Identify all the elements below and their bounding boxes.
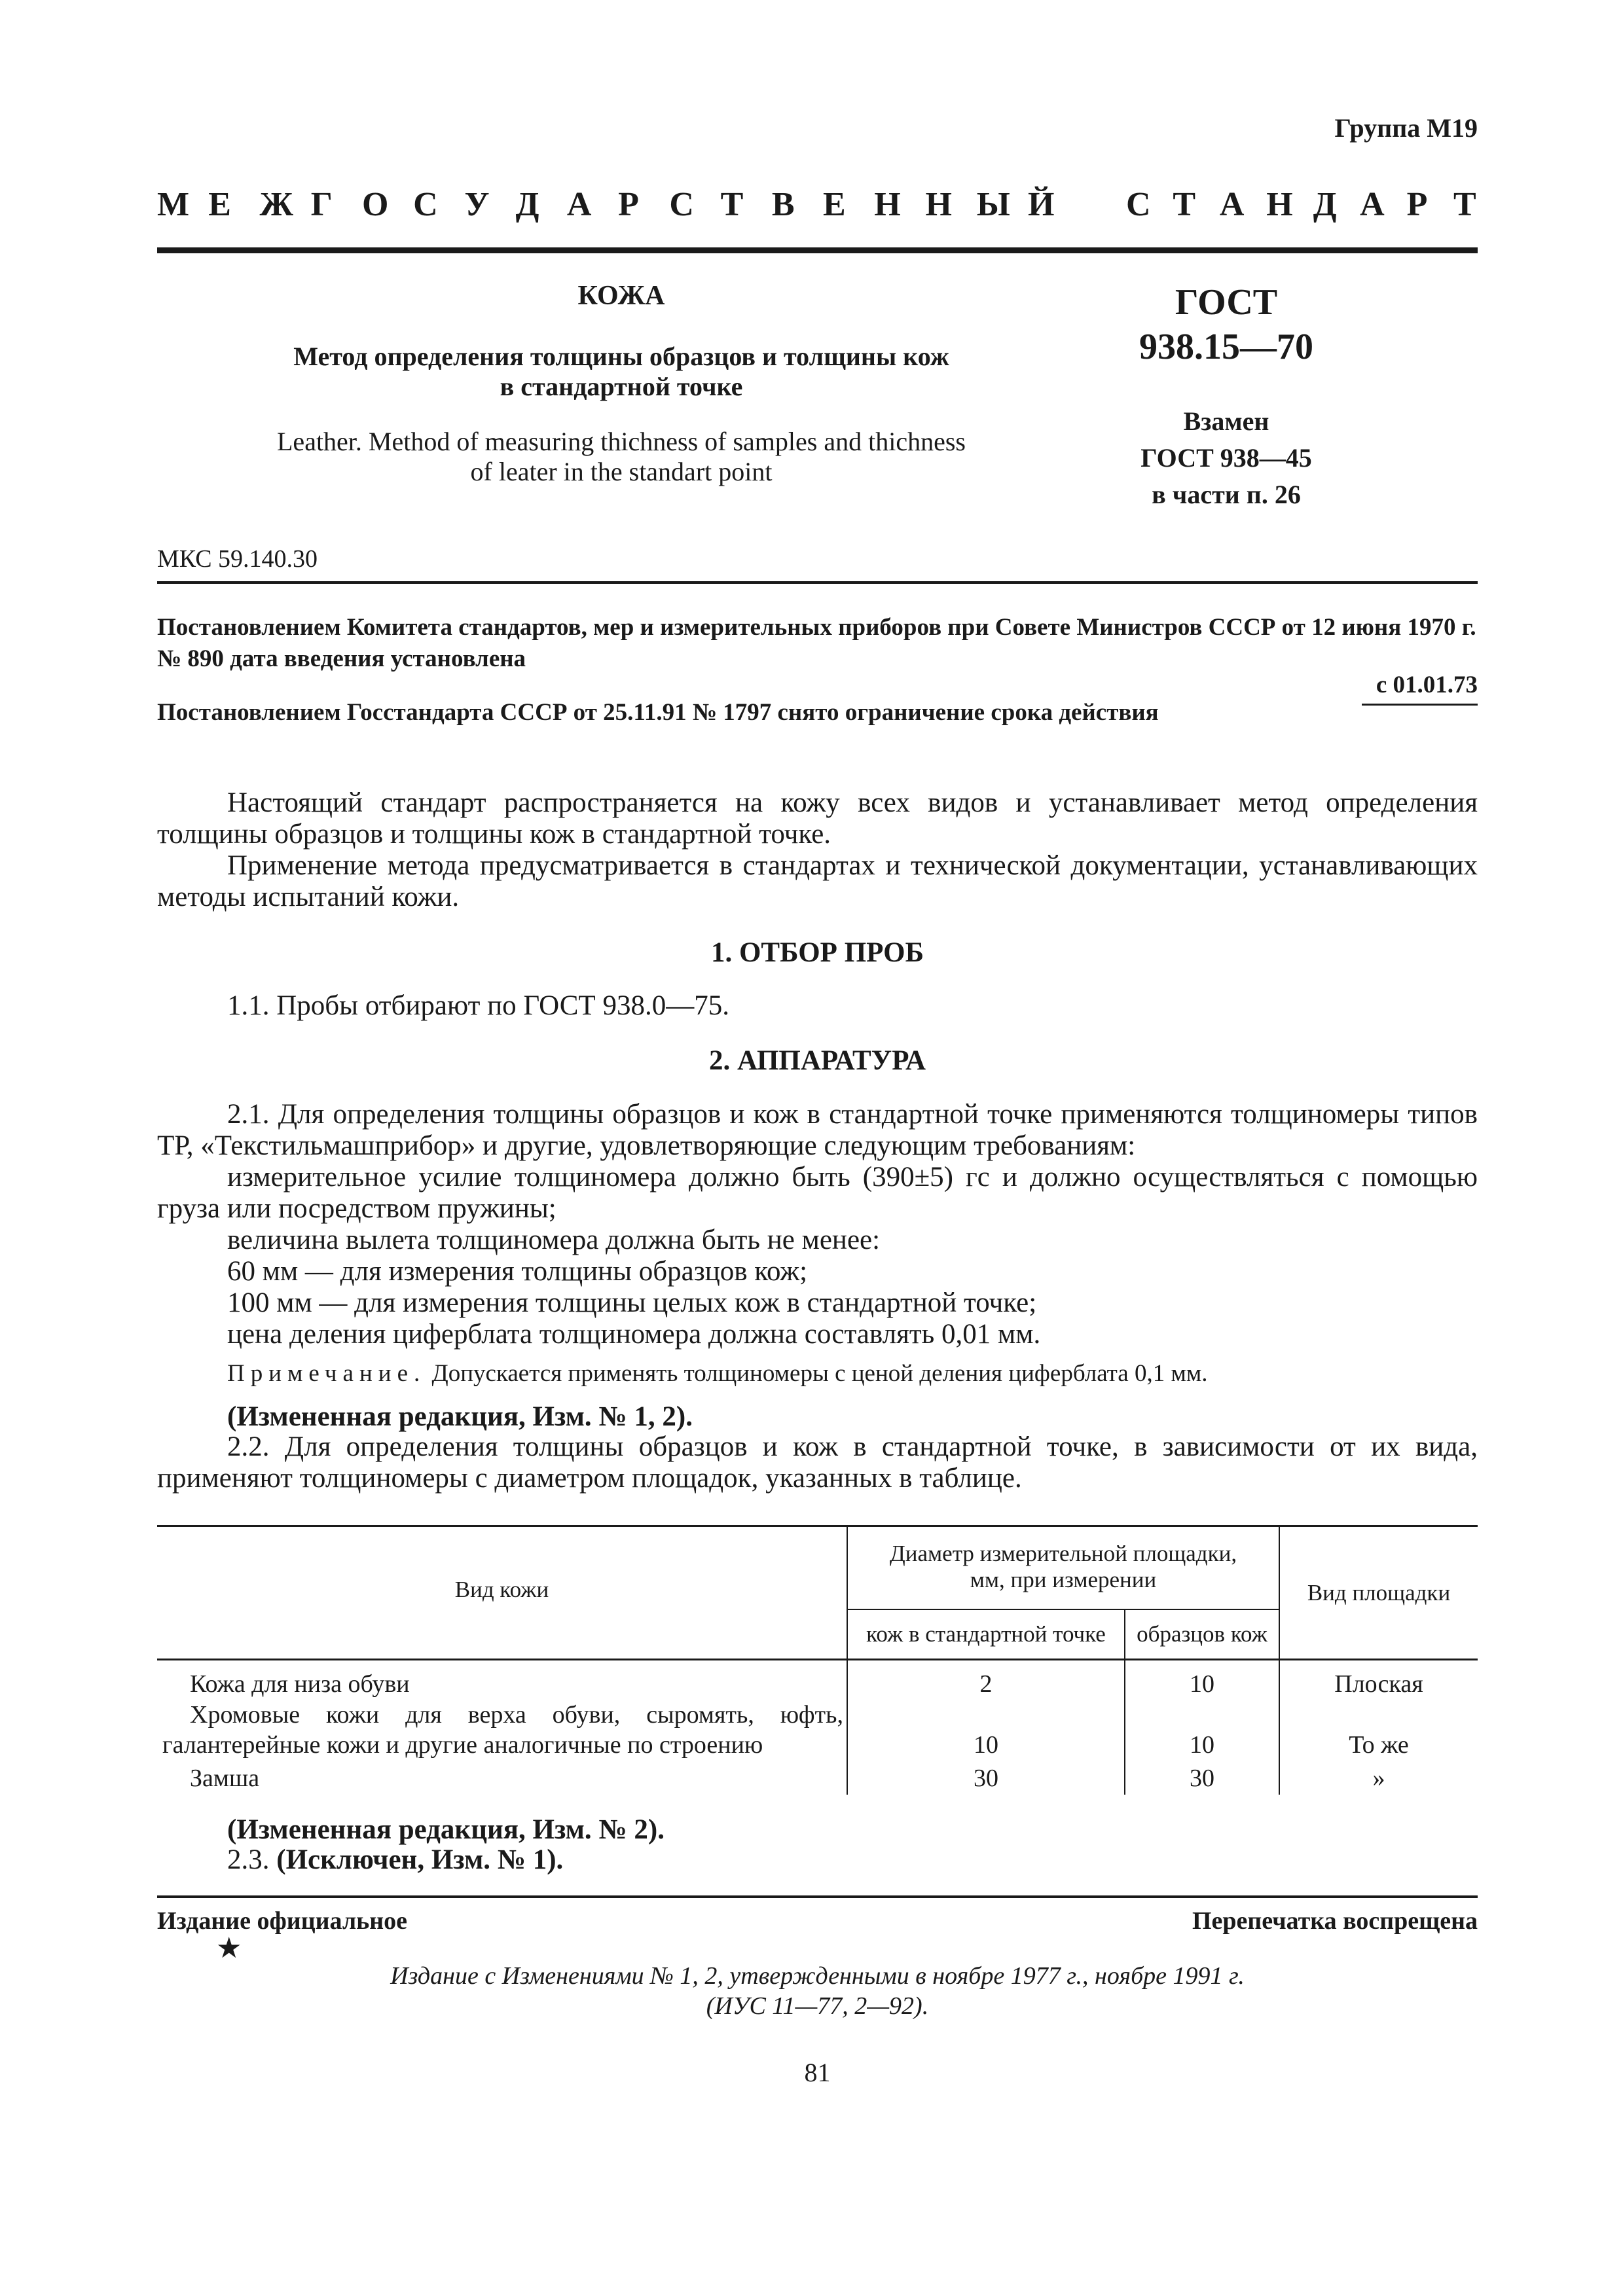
requirement-dial: цена деления циферблата толщиномера должна составлять 0,01 мм. [227,1319,1041,1350]
gost-number: 938.15—70 [1139,327,1313,367]
banner-letter: Д [1313,186,1337,223]
banner-letter: М [157,186,190,223]
banner-letter: Г [310,186,333,223]
col-header-samples: образцов кож [1137,1621,1267,1647]
banner-letter: Н [1266,186,1293,223]
group-code: Группа М19 [1334,113,1478,143]
col-header-type: Вид кожи [454,1577,549,1602]
banner-letter: Р [1406,186,1428,223]
banner-letter: О [361,186,389,223]
row-3-samples: 30 [1190,1765,1214,1792]
footer-rule [157,1895,1478,1898]
replaces-label: Взамен [1183,406,1269,436]
intro-date-underline [1362,704,1478,706]
row-2-standard-point: 10 [974,1731,998,1759]
banner-right [1126,185,1476,224]
banner-left [157,185,1055,224]
banner-letter: У [464,186,490,223]
banner-letter: Т [720,186,744,223]
replaces-block [1080,403,1372,513]
banner-letter: Й [1028,186,1055,223]
row-3-type: Замша [190,1765,260,1792]
col-header-diameter-line1: Диаметр измерительной площадки, [889,1541,1237,1566]
row-1-samples: 10 [1190,1670,1214,1698]
clause-2-1: 2.1. Для определения толщины образцов и кож в стандартной точке применяются толщиномеры типов ТР, «Текстильмашприбор» и другие, удовлетворяющие следующим требованиям: [157,1099,1478,1161]
method-title [157,342,1085,402]
banner-letter: Ы [976,186,1010,223]
clause-2-2: 2.2. Для определения толщины образцов и кож в стандартной точке, в зависимости от их вида, применяют толщиномеры с диаметром площадок, указанных в таблице. [157,1431,1478,1494]
note-label: Примечание. [227,1360,426,1387]
introduction-date: с 01.01.73 [1376,672,1478,698]
banner-letter: Е [823,186,846,223]
intro-paragraph-2: Применение метода предусматривается в стандартах и технической документации, устанавливающих методы испытаний кожи. [157,850,1478,912]
edition-changes [157,1961,1478,2021]
edition-changes-line2: (ИУС 11—77, 2—92). [706,1992,929,2020]
banner-letter: Н [874,186,901,223]
note [227,1359,1208,1388]
page-number: 81 [804,2058,831,2087]
clause-1-1: 1.1. Пробы отбирают по ГОСТ 938.0—75. [227,990,729,1021]
requirement-reach-whole: 100 мм — для измерения толщины целых кож в стандартной точке; [227,1287,1037,1318]
row-1-pad: Плоская [1334,1670,1423,1698]
row-2-type-line2: галантерейные кожи и другие аналогичные по строению [162,1731,763,1759]
clause-2-3 [227,1844,563,1876]
row-3-standard-point: 30 [974,1765,998,1792]
requirement-force: измерительное усилие толщиномера должно быть (390±5) гс и должно осуществляться с помощью груза или посредством пружины; [157,1162,1478,1224]
banner-letter: В [771,186,795,223]
col-header-pad: Вид площадки [1307,1580,1451,1605]
method-title-line1: Метод определения толщины образцов и толщины кож [293,342,949,371]
banner-letter: А [1360,186,1385,223]
banner-letter: А [566,186,592,223]
banner-letter: Е [208,186,231,223]
row-2-samples: 10 [1190,1731,1214,1759]
replaces-part: в части п. 26 [1152,480,1301,509]
amendment-note-2: (Измененная редакция, Изм. № 2). [227,1814,665,1845]
decree-text: Постановлением Комитета стандартов, мер и измерительных приборов при Совете Министров СССР от 12 июня 1970 г. № 890 дата введения установлена [157,614,1476,672]
method-title-line2: в стандартной точке [500,372,743,401]
col-header-diameter-line2: мм, при измерении [970,1567,1157,1592]
banner-letter: Т [1453,186,1476,223]
decree-limit-text: Постановлением Госстандарта СССР от 25.11.91 № 1797 снято ограничение срока действия [157,699,1159,726]
banner-letter: Т [1173,186,1196,223]
col-header-diameter [848,1541,1279,1593]
col-header-standard-point: кож в стандартной точке [866,1621,1106,1647]
requirement-reach: величина вылета толщиномера должна быть не менее: [227,1225,881,1255]
amendment-note-1: (Измененная редакция, Изм. № 1, 2). [227,1401,693,1432]
row-1-type: Кожа для низа обуви [190,1670,410,1698]
banner-letter: Д [515,186,539,223]
english-title-line2: of leater in the standart point [470,457,773,486]
note-text: Допускается применять толщиномеры с ценой деления циферблата 0,1 мм. [431,1360,1208,1387]
mks-code: МКС 59.140.30 [157,545,318,573]
banner-letter: Н [925,186,952,223]
gost-label: ГОСТ [1175,282,1278,323]
intro-paragraph-1: Настоящий стандарт распространяется на кожу всех видов и устанавливает метод определения толщины образцов и толщины кож в стандартной точке. [157,787,1478,850]
clause-2-3-text: (Исключен, Изм. № 1). [276,1844,564,1875]
row-1-standard-point: 2 [979,1670,993,1698]
banner-letter: С [1126,186,1151,223]
banner-letter: С [669,186,694,223]
row-2-pad: То же [1349,1731,1409,1759]
row-2-type-line1: Хромовые кожи для верха обуви, сыромять, юфть, [190,1701,843,1729]
row-3-pad: » [1372,1765,1385,1792]
reprint-prohibited: Перепечатка воспрещена [1192,1907,1478,1935]
banner-letter: Ж [259,186,293,223]
banner-letter: С [413,186,438,223]
section-1-title: 1. ОТБОР ПРОБ [710,937,924,968]
official-edition: Издание официальное [157,1907,408,1935]
banner-letter: Р [618,186,639,223]
star-icon: ★ [216,1932,242,1964]
banner-letter: А [1219,186,1245,223]
subject-title: КОЖА [577,281,665,311]
edition-changes-line1: Издание с Изменениями № 1, 2, утвержденными в ноябре 1977 г., ноябре 1991 г. [390,1962,1245,1990]
section-2-title: 2. АППАРАТУРА [708,1045,926,1076]
top-rule [157,247,1478,253]
replaces-gost: ГОСТ 938—45 [1140,443,1312,473]
table-subheader-rule [847,1609,1279,1610]
gost-designation [1080,280,1372,369]
clause-2-3-number: 2.3. [227,1844,270,1875]
english-title [157,427,1085,487]
english-title-line1: Leather. Method of measuring thichness of samples and thichness [277,427,966,456]
mks-rule [157,581,1478,584]
requirement-reach-samples: 60 мм — для измерения толщины образцов кож; [227,1256,808,1287]
